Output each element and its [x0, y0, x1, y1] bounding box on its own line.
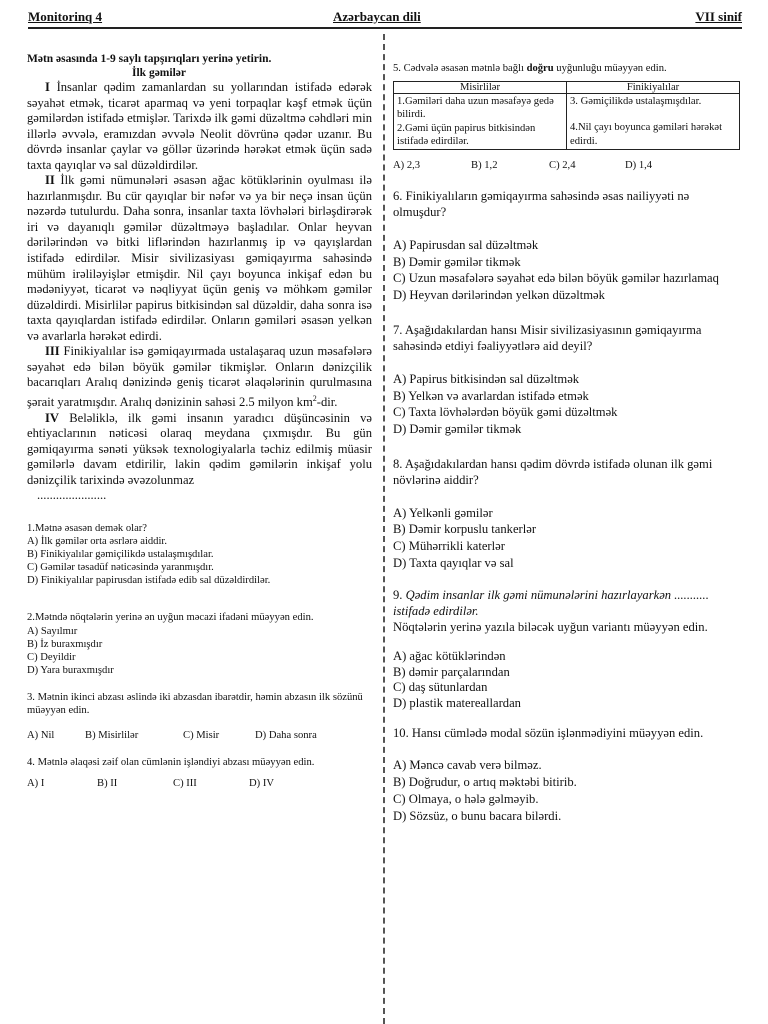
table-header-egyptians: Misirlilər [394, 82, 567, 94]
paragraph-1-text: İnsanlar qədim zamanlardan su yollarından istifadə edərək səyahət etmək, ticarət aparmaq və yeni torpaqlar kəşf etmək üçün gəmilərdən istifadə etmişlər. Tarixdə ilk gəmi düzəltmə cəhdləri min illərlə əvvələ, eramızdan əvvələ Neolit dövrünə qədər uzanır. Bu dövrdə insanlar çaylar və göllər üzərində hərəkət etmək üçün sadə taxta qayıqlar və sal düzəldirdilər. [27, 80, 372, 172]
question-10-stem: 10. Hansı cümlədə modal sözün işlənmədiyini müəyyən edin. [393, 726, 704, 741]
question-9-option-d[interactable]: D) plastik matereallardan [393, 695, 521, 710]
question-8 [393, 456, 745, 572]
question-7 [393, 322, 745, 438]
paragraph-2 [27, 173, 372, 344]
question-6-option-b[interactable]: B) Dəmir gəmilər tikmək [393, 254, 521, 269]
paragraph-3-superscript: 2 [312, 393, 317, 403]
question-3 [27, 691, 372, 742]
table-header-phoenicians: Finikiyalılar [567, 82, 740, 94]
question-6-option-d[interactable]: D) Heyvan dərilərindən yelkən düzəltmək [393, 288, 605, 303]
question-5-stem-bold: doğru [526, 63, 554, 74]
question-4 [27, 756, 372, 790]
question-8-option-c[interactable]: C) Mühərrikli katerlər [393, 539, 505, 554]
passage-instruction: Mətn əsasında 1-9 saylı tapşırıqları yerinə yetirin. [27, 53, 272, 65]
question-3-stem: 3. Mətnin ikinci abzası əslində iki abzasdan ibarətdir, həmin abzasın ilk sözünü müəyyən edin. [27, 691, 363, 716]
question-10 [393, 725, 745, 824]
question-2-option-d[interactable]: D) Yara buraxmışdır [27, 664, 114, 676]
question-4-options [27, 777, 372, 790]
table-item-3: 3. Gəmiçilikdə ustalaşmışdılar. [570, 96, 702, 108]
question-2-option-b[interactable]: B) İz buraxmışdır [27, 638, 103, 650]
page-header [28, 7, 742, 29]
paragraph-3-text: Finikiyalılar isə gəmiqayırmada ustalaşaraq uzun məsafələrə səyahət edə bilən böyük gəmilər tikmişlər. Onların dənizçilik bacarıqları Aralıq dənizində geniş ticarət əlaqələrinin qurulmasına şərait yaratmışdır. Aralıq dənizinin sahəsi 2.5 milyon km [27, 344, 372, 410]
paragraph-3-number: III [45, 344, 60, 359]
question-3-option-b[interactable]: B) Misirlilər [85, 730, 139, 742]
question-7-option-d[interactable]: D) Dəmir gəmilər tikmək [393, 421, 522, 436]
passage-text [27, 80, 372, 504]
question-9-option-b[interactable]: B) dəmir parçalarından [393, 664, 510, 679]
question-4-option-b[interactable]: B) II [97, 778, 118, 790]
question-7-stem: 7. Aşağıdakılardan hansı Misir sivilizasiyasının gəmiqayırma sahəsində etdiyi fəaliyyətlərə aid deyil? [393, 322, 702, 353]
question-9-stem-italic: Qədim insanlar ilk gəmi nümunələrini hazırlayarkən ........... istifadə edirdilər. [393, 588, 709, 619]
paragraph-2-text: İlk gəmi nümunələri əsasən ağac kötüklərinin oyulması ilə hazırlanmışdır. Bu cür qayıqlar bir nəfər və ya bir neçə insan üçün nəzərdə tutulurdu. Daha sonra, insanlar taxta lövhələri birləşdirərək iri və dayanıqlı gəmilər düzəltməyə başladılar. Onlar heyvan dərilərindən və bitki liflərindən hazırlanmış ip və qayışlardan istifadə edirdilər. Misir sivilizasiyası gəmiqayırma sahəsində mühüm irəliləyişlər etmişdir. Nil çayı boyunca inkişaf edən bu mədəniyyət, ticarət və nəqliyyat üçün geniş və möhkəm gəmilər düzəldirdi. Misirlilər papirus bitkisindən sal düzəldir, daha sonra isə taxta qayıqlardan istifadə edirdilər. Onların gəmiləri əsasən yelkən və avarlarla hərəkət edirdi. [27, 173, 372, 343]
question-5-option-a[interactable]: A) 2,3 [393, 160, 421, 172]
question-5-stem [393, 62, 745, 75]
question-3-option-a[interactable]: A) Nil [27, 730, 55, 742]
question-7-option-a[interactable]: A) Papirus bitkisindən sal düzəltmək [393, 371, 580, 386]
header-subject: Azərbaycan dili [333, 9, 421, 24]
table-item-2: 2.Gəmi üçün papirus bitkisindən istifadə edirdilər. [397, 122, 536, 147]
question-10-option-d[interactable]: D) Sözsüz, o bunu bacara bilərdi. [393, 808, 562, 823]
question-8-stem: 8. Aşağıdakılardan hansı qədim dövrdə istifadə olunan ilk gəmi növlərinə aiddir? [393, 456, 713, 487]
question-9-stem-2: Nöqtələrin yerinə yazıla biləcək uyğun variantı müəyyən edin. [393, 620, 708, 635]
question-3-option-d[interactable]: D) Daha sonra [255, 730, 317, 742]
question-10-option-a[interactable]: A) Məncə cavab verə bilməz. [393, 758, 542, 773]
question-9-stem [393, 587, 745, 619]
question-1-option-a[interactable]: A) İlk gəmilər orta əsrlərə aiddir. [27, 536, 168, 548]
question-6-option-a[interactable]: A) Papirusdan sal düzəltmək [393, 238, 539, 253]
paragraph-4 [27, 411, 372, 489]
question-2-stem: 2.Mətndə nöqtələrin yerinə ən uyğun məcazi ifadəni müəyyən edin. [27, 612, 314, 624]
paragraph-3 [27, 344, 372, 410]
paragraph-4-text: Beləliklə, ilk gəmi insanın yaradıcı düşüncəsinin və ehtiyaclarının nəticəsi olaraq meydana çıxmışdır. Bu gün gəmiqayırma sənəti yüksək texnologiyalarla təchiz edilmiş müasir gəmilərlə davam etdirilir, lakin qədim gəmilərin inkişaf yolu dənizçilik tarixində əvəzolunmaz [27, 410, 373, 487]
question-5 [393, 62, 745, 171]
question-7-option-c[interactable]: C) Taxta lövhələrdən böyük gəmi düzəltmək [393, 405, 618, 420]
question-4-stem: 4. Mətnlə əlaqəsi zəif olan cümlənin işləndiyi abzası müəyyən edin. [27, 757, 315, 769]
question-6-option-c[interactable]: C) Uzun məsafələrə səyahət edə bilən böyük gəmilər hazırlamaq [393, 271, 719, 286]
right-column [393, 62, 745, 824]
table-cell-egyptians [394, 94, 567, 150]
question-3-option-c[interactable]: C) Misir [183, 730, 220, 742]
question-4-option-c[interactable]: C) III [173, 778, 197, 790]
question-1-option-d[interactable]: D) Finikiyalılar papirusdan istifadə edib sal düzəldirdilər. [27, 575, 271, 587]
question-2-option-a[interactable]: A) Sayılmır [27, 625, 78, 637]
header-monitoring: Monitorinq 4 [28, 9, 103, 24]
question-9-option-c[interactable]: C) daş sütunlardan [393, 680, 488, 695]
table-item-4: 4.Nil çayı boyunca gəmiləri hərəkət edirdi. [570, 122, 723, 147]
question-9 [393, 587, 745, 711]
question-5-option-d[interactable]: D) 1,4 [625, 160, 653, 172]
question-5-stem-end: uyğunluğu müəyyən edin. [553, 63, 667, 74]
question-8-option-b[interactable]: B) Dəmir korpuslu tankerlər [393, 522, 537, 537]
header-grade: VII sinif [695, 9, 742, 24]
question-5-option-b[interactable]: B) 1,2 [471, 160, 498, 172]
question-9-option-a[interactable]: A) ağac kötüklərindən [393, 649, 506, 664]
question-3-options [27, 729, 372, 742]
question-5-table [393, 81, 740, 150]
question-8-option-a[interactable]: A) Yelkənli gəmilər [393, 505, 493, 520]
question-5-option-c[interactable]: C) 2,4 [549, 160, 576, 172]
paragraph-3-text-end: -dir. [316, 395, 338, 410]
paragraph-4-number: IV [45, 410, 59, 425]
question-5-stem-start: 5. Cədvələ əsasən mətnlə bağlı [393, 63, 527, 74]
question-1-option-b[interactable]: B) Finikiyalılar gəmiçilikdə ustalaşmışdılar. [27, 549, 214, 561]
paragraph-2-number: II [45, 173, 55, 188]
question-9-number: 9. [393, 588, 406, 603]
table-cell-phoenicians [567, 94, 740, 150]
question-4-option-a[interactable]: A) I [27, 778, 45, 790]
question-8-option-d[interactable]: D) Taxta qayıqlar və sal [393, 555, 514, 570]
paragraph-1 [27, 80, 372, 173]
paragraph-1-number: I [45, 80, 50, 94]
question-6-stem: 6. Finikiyalıların gəmiqayırma sahəsində əsas nailiyyəti nə olmuşdur? [393, 189, 690, 220]
question-10-option-b[interactable]: B) Doğrudur, o artıq məktəbi bitirib. [393, 775, 577, 790]
question-7-option-b[interactable]: B) Yelkən və avarlardan istifadə etmək [393, 388, 589, 403]
question-2-option-c[interactable]: C) Deyildir [27, 651, 76, 663]
question-6 [393, 188, 745, 304]
left-column [27, 52, 372, 790]
table-item-1: 1.Gəmiləri daha uzun məsafəyə gedə bilirdi. [397, 96, 554, 121]
question-1-stem: 1.Mətnə əsasən demək olar? [27, 522, 148, 534]
question-4-option-d[interactable]: D) IV [249, 778, 275, 790]
question-1-option-c[interactable]: C) Gəmilər təsadüf nəticəsində yaranmışdır. [27, 562, 214, 574]
column-divider [383, 34, 385, 1024]
passage-title: İlk gəmilər [132, 67, 186, 79]
question-2 [27, 611, 372, 676]
passage-dots: ...................... [37, 488, 107, 503]
question-10-option-c[interactable]: C) Olmaya, o hələ gəlməyib. [393, 791, 539, 806]
question-5-options [393, 160, 745, 171]
question-1 [27, 522, 372, 587]
